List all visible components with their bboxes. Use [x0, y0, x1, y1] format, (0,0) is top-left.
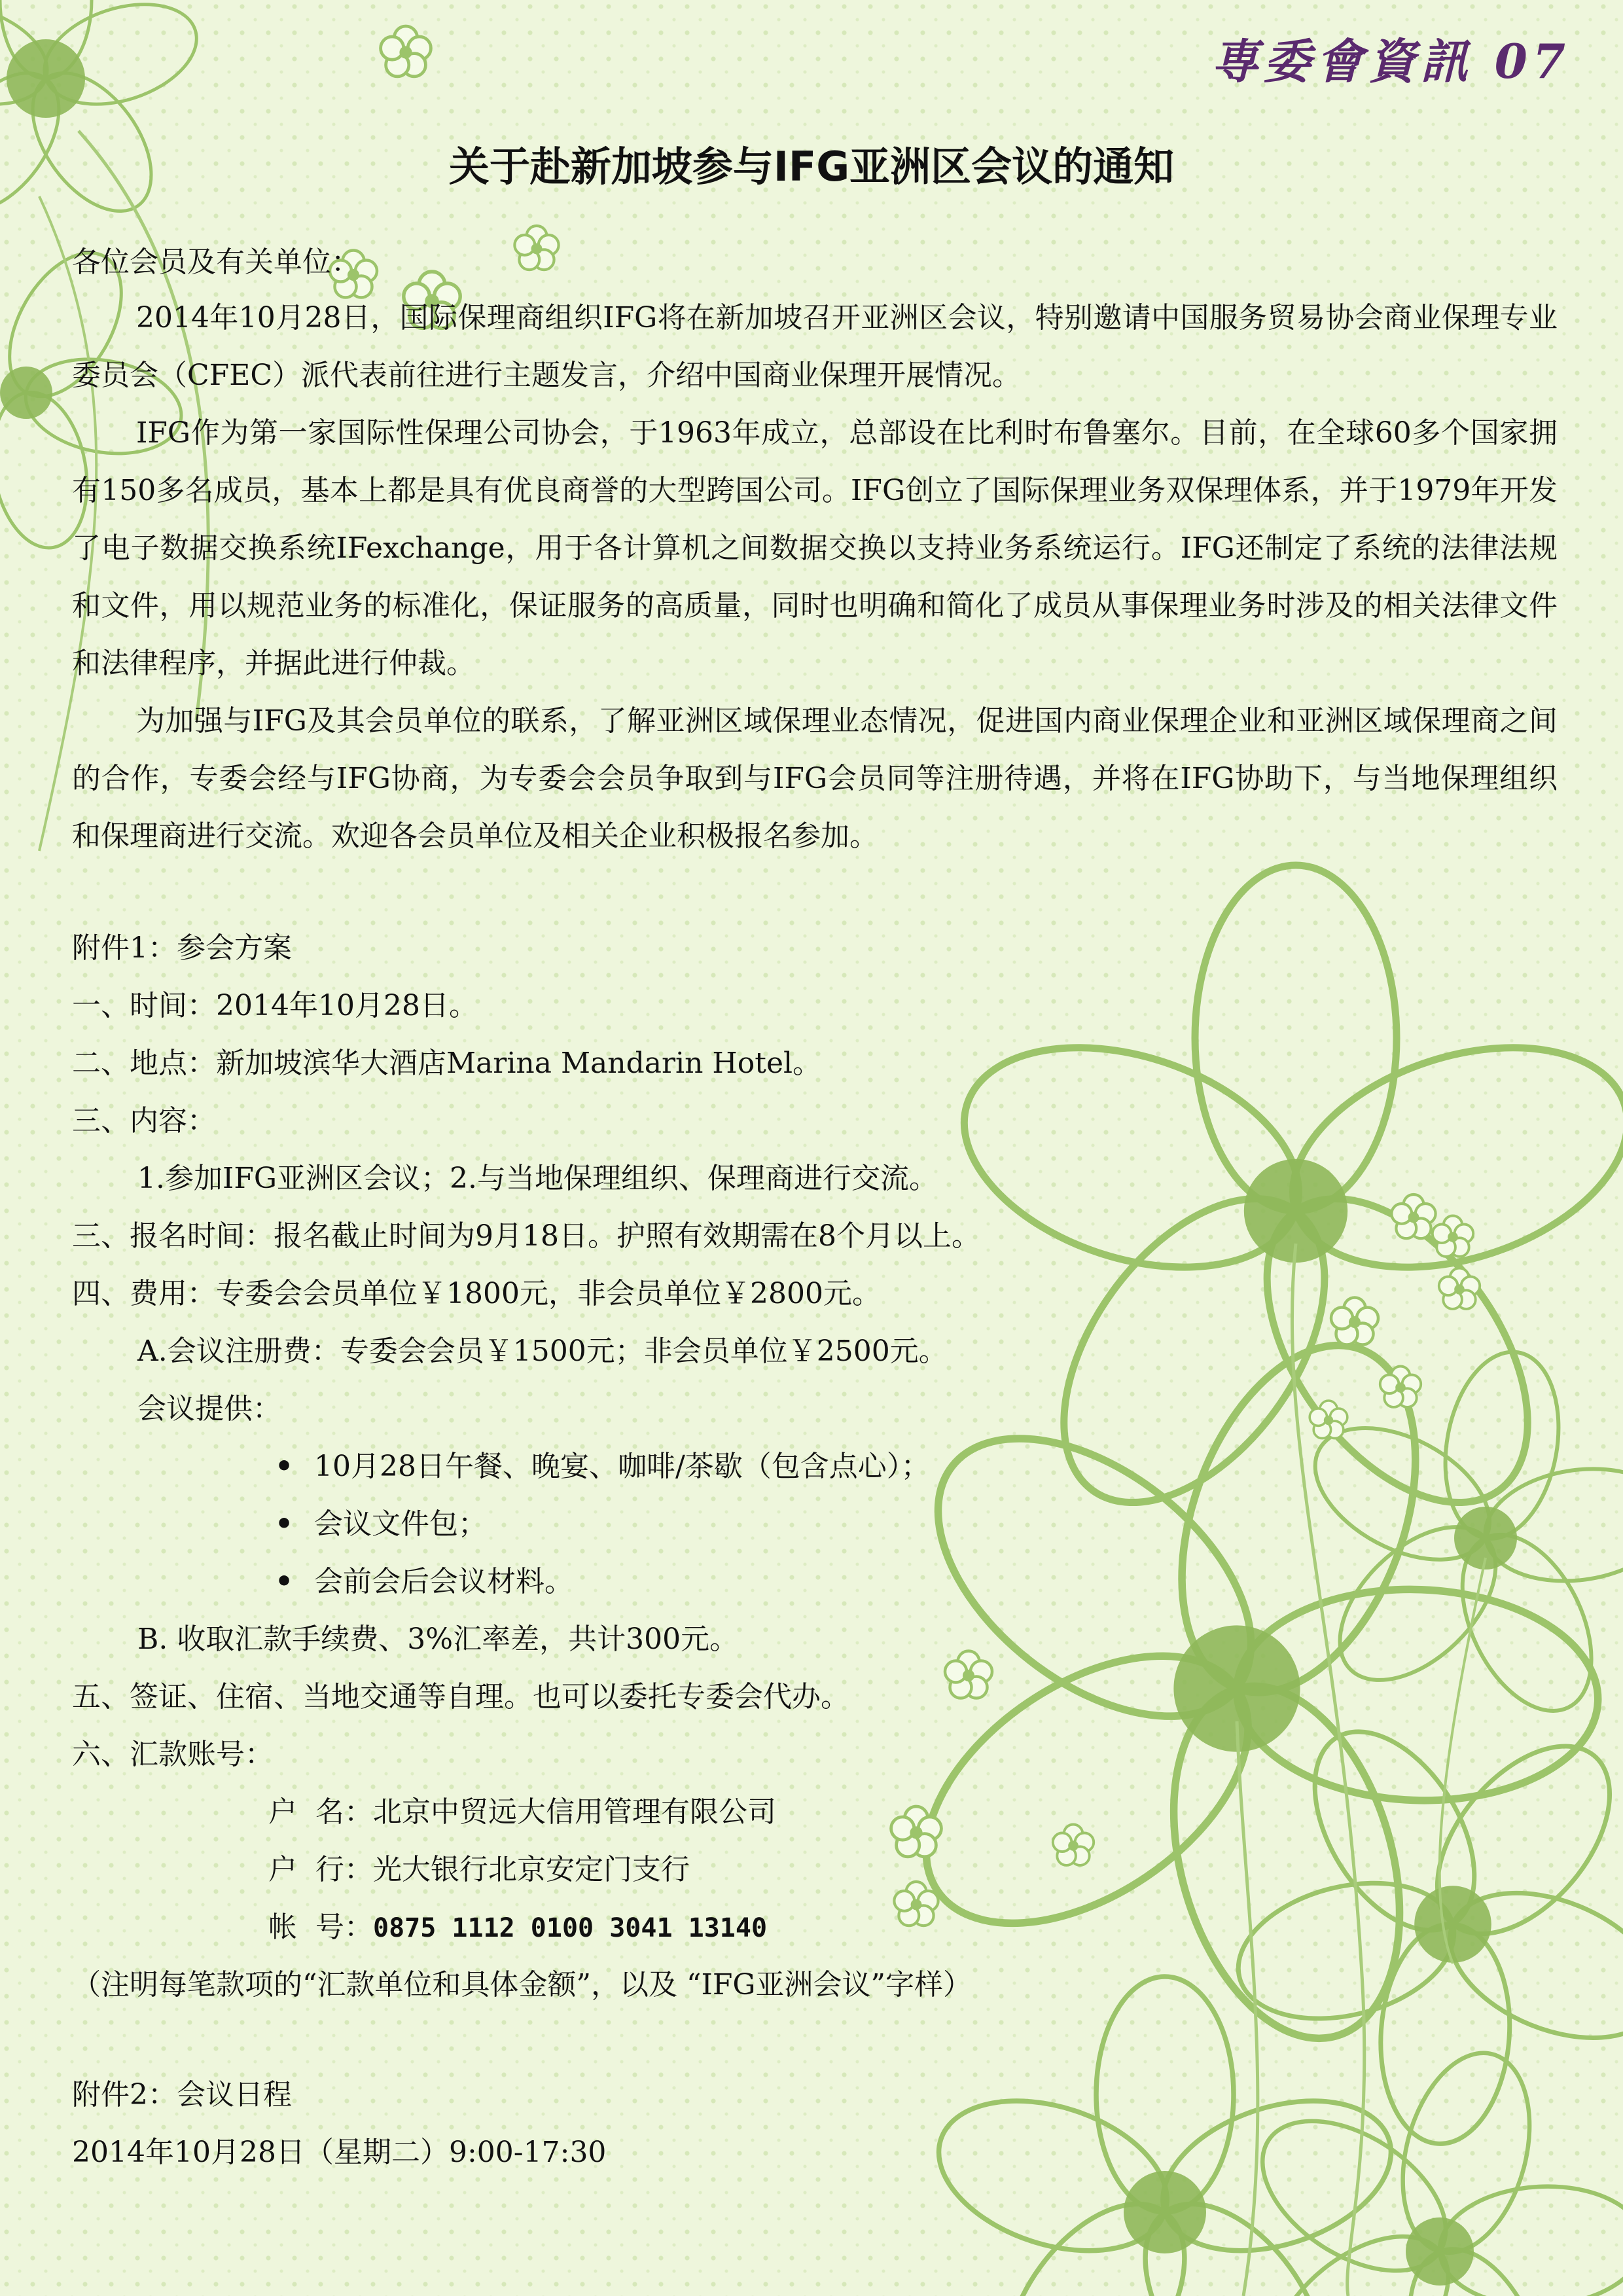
account-name: 北京中贸远大信用管理有限公司 — [372, 1795, 776, 1829]
remittance-note: （注明每笔款项的“汇款单位和具体金额”，以及 “IFG亚洲会议”字样） — [72, 1968, 972, 2001]
account-number: 0875 1112 0100 3041 13140 — [372, 1913, 768, 1943]
attachment1-fee: 四、费用：专委会会员单位￥1800元，非会员单位￥2800元。 — [72, 1277, 881, 1310]
list-item: • 10月28日午餐、晚宴、咖啡/茶歇（包含点心）； — [275, 1448, 930, 1486]
attachment1-content-heading: 三、内容： — [72, 1104, 216, 1138]
bullet-icon: • — [275, 1450, 294, 1483]
account-bank-row — [268, 1851, 690, 1889]
salutation: 各位会员及有关单位： — [72, 245, 360, 279]
account-name-label: 户 名： — [268, 1795, 373, 1829]
attachment1-place: 二、地点：新加坡滨华大酒店Marina Mandarin Hotel。 — [72, 1047, 822, 1080]
attachment1-content-item: 1.参加IFG亚洲区会议；2.与当地保理组织、保理商进行交流。 — [137, 1162, 938, 1195]
account-bank-label: 户 行： — [268, 1853, 373, 1886]
bullet-icon: • — [275, 1565, 294, 1598]
account-name-row — [268, 1793, 776, 1831]
account-bank: 光大银行北京安定门支行 — [372, 1853, 690, 1886]
attachment1-fee-b: B. 收取汇款手续费、3%汇率差，共计300元。 — [137, 1623, 739, 1656]
account-number-label: 帐 号： — [268, 1910, 373, 1944]
attachment1-account-heading: 六、汇款账号： — [72, 1738, 274, 1771]
intro-paragraphs — [72, 289, 1558, 865]
attachment1-signup: 三、报名时间：报名截止时间为9月18日。护照有效期需在8个月以上。 — [72, 1219, 980, 1253]
attachment1-visa: 五、签证、住宿、当地交通等自理。也可以委托专委会代办。 — [72, 1680, 849, 1713]
bullet-icon: • — [275, 1507, 294, 1541]
paragraph-1: 2014年10月28日，国际保理商组织IFG将在新加坡召开亚洲区会议，特别邀请中国服务贸易协会商业保理专业委员会（CFEC）派代表前往进行主题发言，介绍中国商业保理开展情况。 — [72, 301, 1558, 392]
attachment1-provides-heading: 会议提供： — [137, 1392, 281, 1426]
attachment1-fee-a: A.会议注册费：专委会会员￥1500元；非会员单位￥2500元。 — [137, 1335, 948, 1368]
attachment1-heading: 附件1：参会方案 — [72, 931, 292, 965]
attachment1-time: 一、时间：2014年10月28日。 — [72, 989, 478, 1022]
attachment2-heading: 附件2：会议日程 — [72, 2078, 292, 2111]
list-item: • 会议文件包； — [275, 1505, 487, 1543]
paragraph-3: 为加强与IFG及其会员单位的联系，了解亚洲区域保理业态情况，促进国内商业保理企业和亚洲区域保理商之间的合作，专委会经与IFG协商，为专委会会员争取到与IFG会员同等注册待遇，并将在IFG协助下，与当地保理组织和保理商进行交流。欢迎各会员单位及相关企业积极报名参加。 — [72, 704, 1558, 853]
paragraph-2: IFG作为第一家国际性保理公司协会，于1963年成立，总部设在比利时布鲁塞尔。目前，在全球60多个国家拥有150多名成员，基本上都是具有优良商誉的大型跨国公司。IFG创立了国际保理业务双保理体系，并于1979年开发了电子数据交换系统IFexchange，用于各计算机之间数据交换以支持业务系统运行。IFG还制定了系统的法律法规和文件，用以规范业务的标准化，保证服务的高质量，同时也明确和简化了成员从事保理业务时涉及的相关法律文件和法律程序，并据此进行仲裁。 — [72, 416, 1558, 680]
account-number-row — [268, 1909, 767, 1947]
attachment2-date: 2014年10月28日（星期二）9:00-17:30 — [72, 2136, 607, 2169]
header-tag: 専委會資訊 07 — [1211, 33, 1571, 89]
page-title: 关于赴新加坡参与IFG亚洲区会议的通知 — [448, 143, 1175, 190]
list-item: • 会前会后会议材料。 — [275, 1563, 573, 1601]
